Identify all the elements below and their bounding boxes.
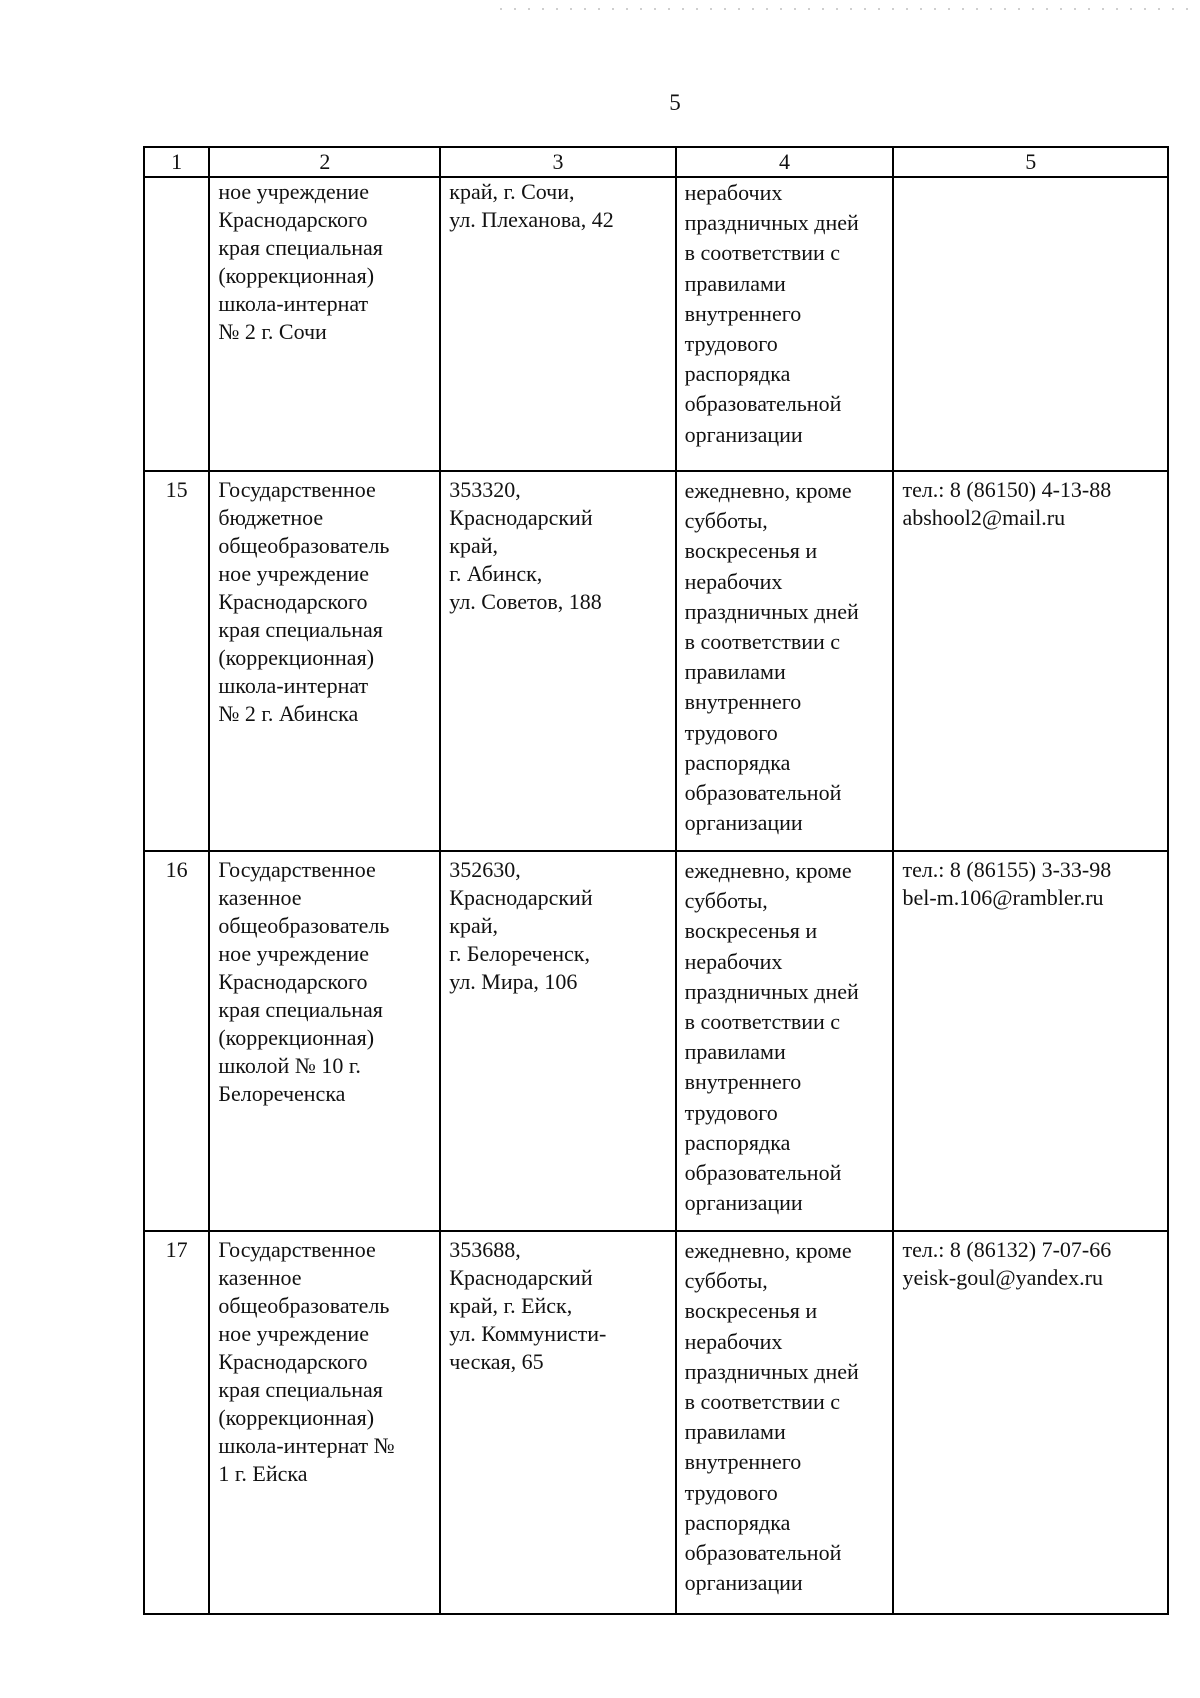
address-line: край, xyxy=(449,533,499,558)
institution-name-line: № 2 г. Сочи xyxy=(218,319,327,344)
schedule-line: правилами xyxy=(684,659,786,685)
contact-cell xyxy=(893,851,1168,1231)
schedule-line: трудового xyxy=(684,1479,778,1505)
address-line: ческая, 65 xyxy=(449,1349,544,1374)
schedule-line: праздничных дней xyxy=(684,210,859,236)
contact-line: abshool2@mail.ru xyxy=(902,505,1066,530)
column-header-2: 2 xyxy=(209,147,440,177)
institution-name-line: Государственное xyxy=(218,857,376,882)
institution-name-line: ное учреждение xyxy=(218,941,369,966)
address-cell xyxy=(440,471,675,851)
institution-name-line: общеобразователь xyxy=(218,533,390,558)
schedule-line: в соответствии с xyxy=(684,1009,841,1035)
schedule-line: в соответствии с xyxy=(684,1389,841,1415)
schedule-line: в соответствии с xyxy=(684,240,841,266)
institution-name-line: Белореченска xyxy=(218,1081,346,1106)
schedule-line: распорядка xyxy=(684,1509,791,1535)
schedule-cell xyxy=(676,471,894,851)
schedule-cell xyxy=(676,177,894,471)
schedule-line: трудового xyxy=(684,331,778,357)
column-header-3: 3 xyxy=(440,147,675,177)
schedule-line: организации xyxy=(684,1570,803,1596)
institution-name-line: Краснодарского xyxy=(218,969,368,994)
institution-name-cell xyxy=(209,471,440,851)
contact-cell xyxy=(893,1231,1168,1614)
address-cell xyxy=(440,1231,675,1614)
institution-name-line: края специальная xyxy=(218,617,383,642)
schedule-cell xyxy=(676,1231,894,1614)
schedule-line: организации xyxy=(684,810,803,836)
page-number: 5 xyxy=(669,90,681,115)
schedule-line: образовательной xyxy=(684,1160,842,1186)
schedule-line: внутреннего xyxy=(684,689,802,715)
address-line: край, г. Сочи, xyxy=(449,179,575,204)
table-row xyxy=(144,851,1168,1231)
schedule-line: трудового xyxy=(684,1099,778,1125)
schedule-line: образовательной xyxy=(684,391,842,417)
schedule-line: организации xyxy=(684,1190,803,1216)
schedule-line: воскресенья и xyxy=(684,538,818,564)
address-line: 353320, xyxy=(449,477,521,502)
row-number-cell xyxy=(144,471,209,851)
schedule-line: нерабочих xyxy=(684,568,783,594)
institution-name-cell xyxy=(209,851,440,1231)
address-line: Краснодарский xyxy=(449,885,593,910)
address-cell xyxy=(440,177,675,471)
schedule-line: субботы, xyxy=(684,1268,768,1294)
institution-name-cell xyxy=(209,177,440,471)
institution-name-line: казенное xyxy=(218,885,302,910)
schedule-line: праздничных дней xyxy=(684,1358,859,1384)
address-line: г. Абинск, xyxy=(449,561,543,586)
schedule-line: воскресенья и xyxy=(684,1298,818,1324)
schedule-line: распорядка xyxy=(684,749,791,775)
institution-name-line: школа-интернат № xyxy=(218,1433,395,1458)
row-number-cell xyxy=(144,851,209,1231)
schedule-line: правилами xyxy=(684,1039,786,1065)
scan-artifact-dots xyxy=(500,8,1200,10)
schedule-cell xyxy=(676,851,894,1231)
institution-name-line: школой № 10 г. xyxy=(218,1053,361,1078)
institution-name-cell xyxy=(209,1231,440,1614)
column-header-4: 4 xyxy=(676,147,894,177)
address-line: 353688, xyxy=(449,1237,521,1262)
address-line: ул. Мира, 106 xyxy=(449,969,578,994)
institution-name-line: 1 г. Ейска xyxy=(218,1461,308,1486)
row-number: 15 xyxy=(165,477,188,502)
column-header-5: 5 xyxy=(893,147,1168,177)
schedule-line: праздничных дней xyxy=(684,978,859,1004)
schedule-line: ежедневно, кроме xyxy=(684,478,852,503)
address-line: 352630, xyxy=(449,857,521,882)
contact-line: тел.: 8 (86132) 7-07-66 xyxy=(902,1237,1112,1262)
schedule-line: в соответствии с xyxy=(684,629,841,655)
schedule-line: организации xyxy=(684,421,803,447)
table-header-row xyxy=(144,147,1168,177)
institution-name-line: общеобразователь xyxy=(218,1293,390,1318)
schedule-line: правилами xyxy=(684,1419,786,1445)
institution-name-line: ное учреждение xyxy=(218,1321,369,1346)
institution-name-line: Краснодарского xyxy=(218,1349,368,1374)
institution-name-line: (коррекционная) xyxy=(218,645,375,670)
institution-name-line: казенное xyxy=(218,1265,302,1290)
schedule-line: распорядка xyxy=(684,361,791,387)
table-row xyxy=(144,1231,1168,1614)
contact-cell xyxy=(893,471,1168,851)
row-number-cell xyxy=(144,177,209,471)
column-header-1: 1 xyxy=(144,147,209,177)
address-line: край, г. Ейск, xyxy=(449,1293,573,1318)
schedule-line: внутреннего xyxy=(684,300,802,326)
schedule-line: трудового xyxy=(684,719,778,745)
address-line: Краснодарский xyxy=(449,1265,593,1290)
schedule-line: праздничных дней xyxy=(684,598,859,624)
institution-name-line: общеобразователь xyxy=(218,913,390,938)
row-number: 17 xyxy=(165,1237,188,1262)
schedule-line: внутреннего xyxy=(684,1069,802,1095)
institution-name-line: ное учреждение xyxy=(218,561,369,586)
address-line: край, xyxy=(449,913,499,938)
contact-line: тел.: 8 (86155) 3-33-98 xyxy=(902,857,1112,882)
row-number: 16 xyxy=(165,857,188,882)
schedule-line: распорядка xyxy=(684,1129,791,1155)
schedule-line: воскресенья и xyxy=(684,918,818,944)
institution-name-line: Государственное xyxy=(218,477,376,502)
address-line: ул. Советов, 188 xyxy=(449,589,602,614)
institution-name-line: Государственное xyxy=(218,1237,376,1262)
institutions-table xyxy=(143,146,1169,1615)
schedule-line: образовательной xyxy=(684,1540,842,1566)
institution-name-line: (коррекционная) xyxy=(218,1405,375,1430)
institution-name-line: № 2 г. Абинска xyxy=(218,701,359,726)
institution-name-line: бюджетное xyxy=(218,505,324,530)
institution-name-line: Краснодарского xyxy=(218,207,368,232)
contact-line: yeisk-goul@yandex.ru xyxy=(902,1265,1103,1290)
address-line: г. Белореченск, xyxy=(449,941,590,966)
schedule-line: правилами xyxy=(684,270,786,296)
address-line: ул. Коммунисти- xyxy=(449,1321,607,1346)
table-row xyxy=(144,471,1168,851)
address-cell xyxy=(440,851,675,1231)
institution-name-line: школа-интернат xyxy=(218,291,369,316)
schedule-line: нерабочих xyxy=(684,1328,783,1354)
contact-line: тел.: 8 (86150) 4-13-88 xyxy=(902,477,1112,502)
institution-name-line: (коррекционная) xyxy=(218,263,375,288)
schedule-line: нерабочих xyxy=(684,180,783,205)
institution-name-line: края специальная xyxy=(218,235,383,260)
schedule-line: образовательной xyxy=(684,780,842,806)
contact-line: bel-m.106@rambler.ru xyxy=(902,885,1104,910)
institution-name-line: (коррекционная) xyxy=(218,1025,375,1050)
schedule-line: субботы, xyxy=(684,508,768,534)
schedule-line: нерабочих xyxy=(684,948,783,974)
contact-cell xyxy=(893,177,1168,471)
address-line: Краснодарский xyxy=(449,505,593,530)
institution-name-line: края специальная xyxy=(218,1377,383,1402)
row-number-cell xyxy=(144,1231,209,1614)
institution-name-line: ное учреждение xyxy=(218,179,369,204)
institution-name-line: края специальная xyxy=(218,997,383,1022)
table-body xyxy=(144,177,1168,1614)
institution-name-line: школа-интернат xyxy=(218,673,369,698)
schedule-line: субботы, xyxy=(684,888,768,914)
institution-name-line: Краснодарского xyxy=(218,589,368,614)
schedule-line: ежедневно, кроме xyxy=(684,858,852,883)
address-line: ул. Плеханова, 42 xyxy=(449,207,614,232)
schedule-line: внутреннего xyxy=(684,1449,802,1475)
table-row xyxy=(144,177,1168,471)
schedule-line: ежедневно, кроме xyxy=(684,1238,852,1263)
